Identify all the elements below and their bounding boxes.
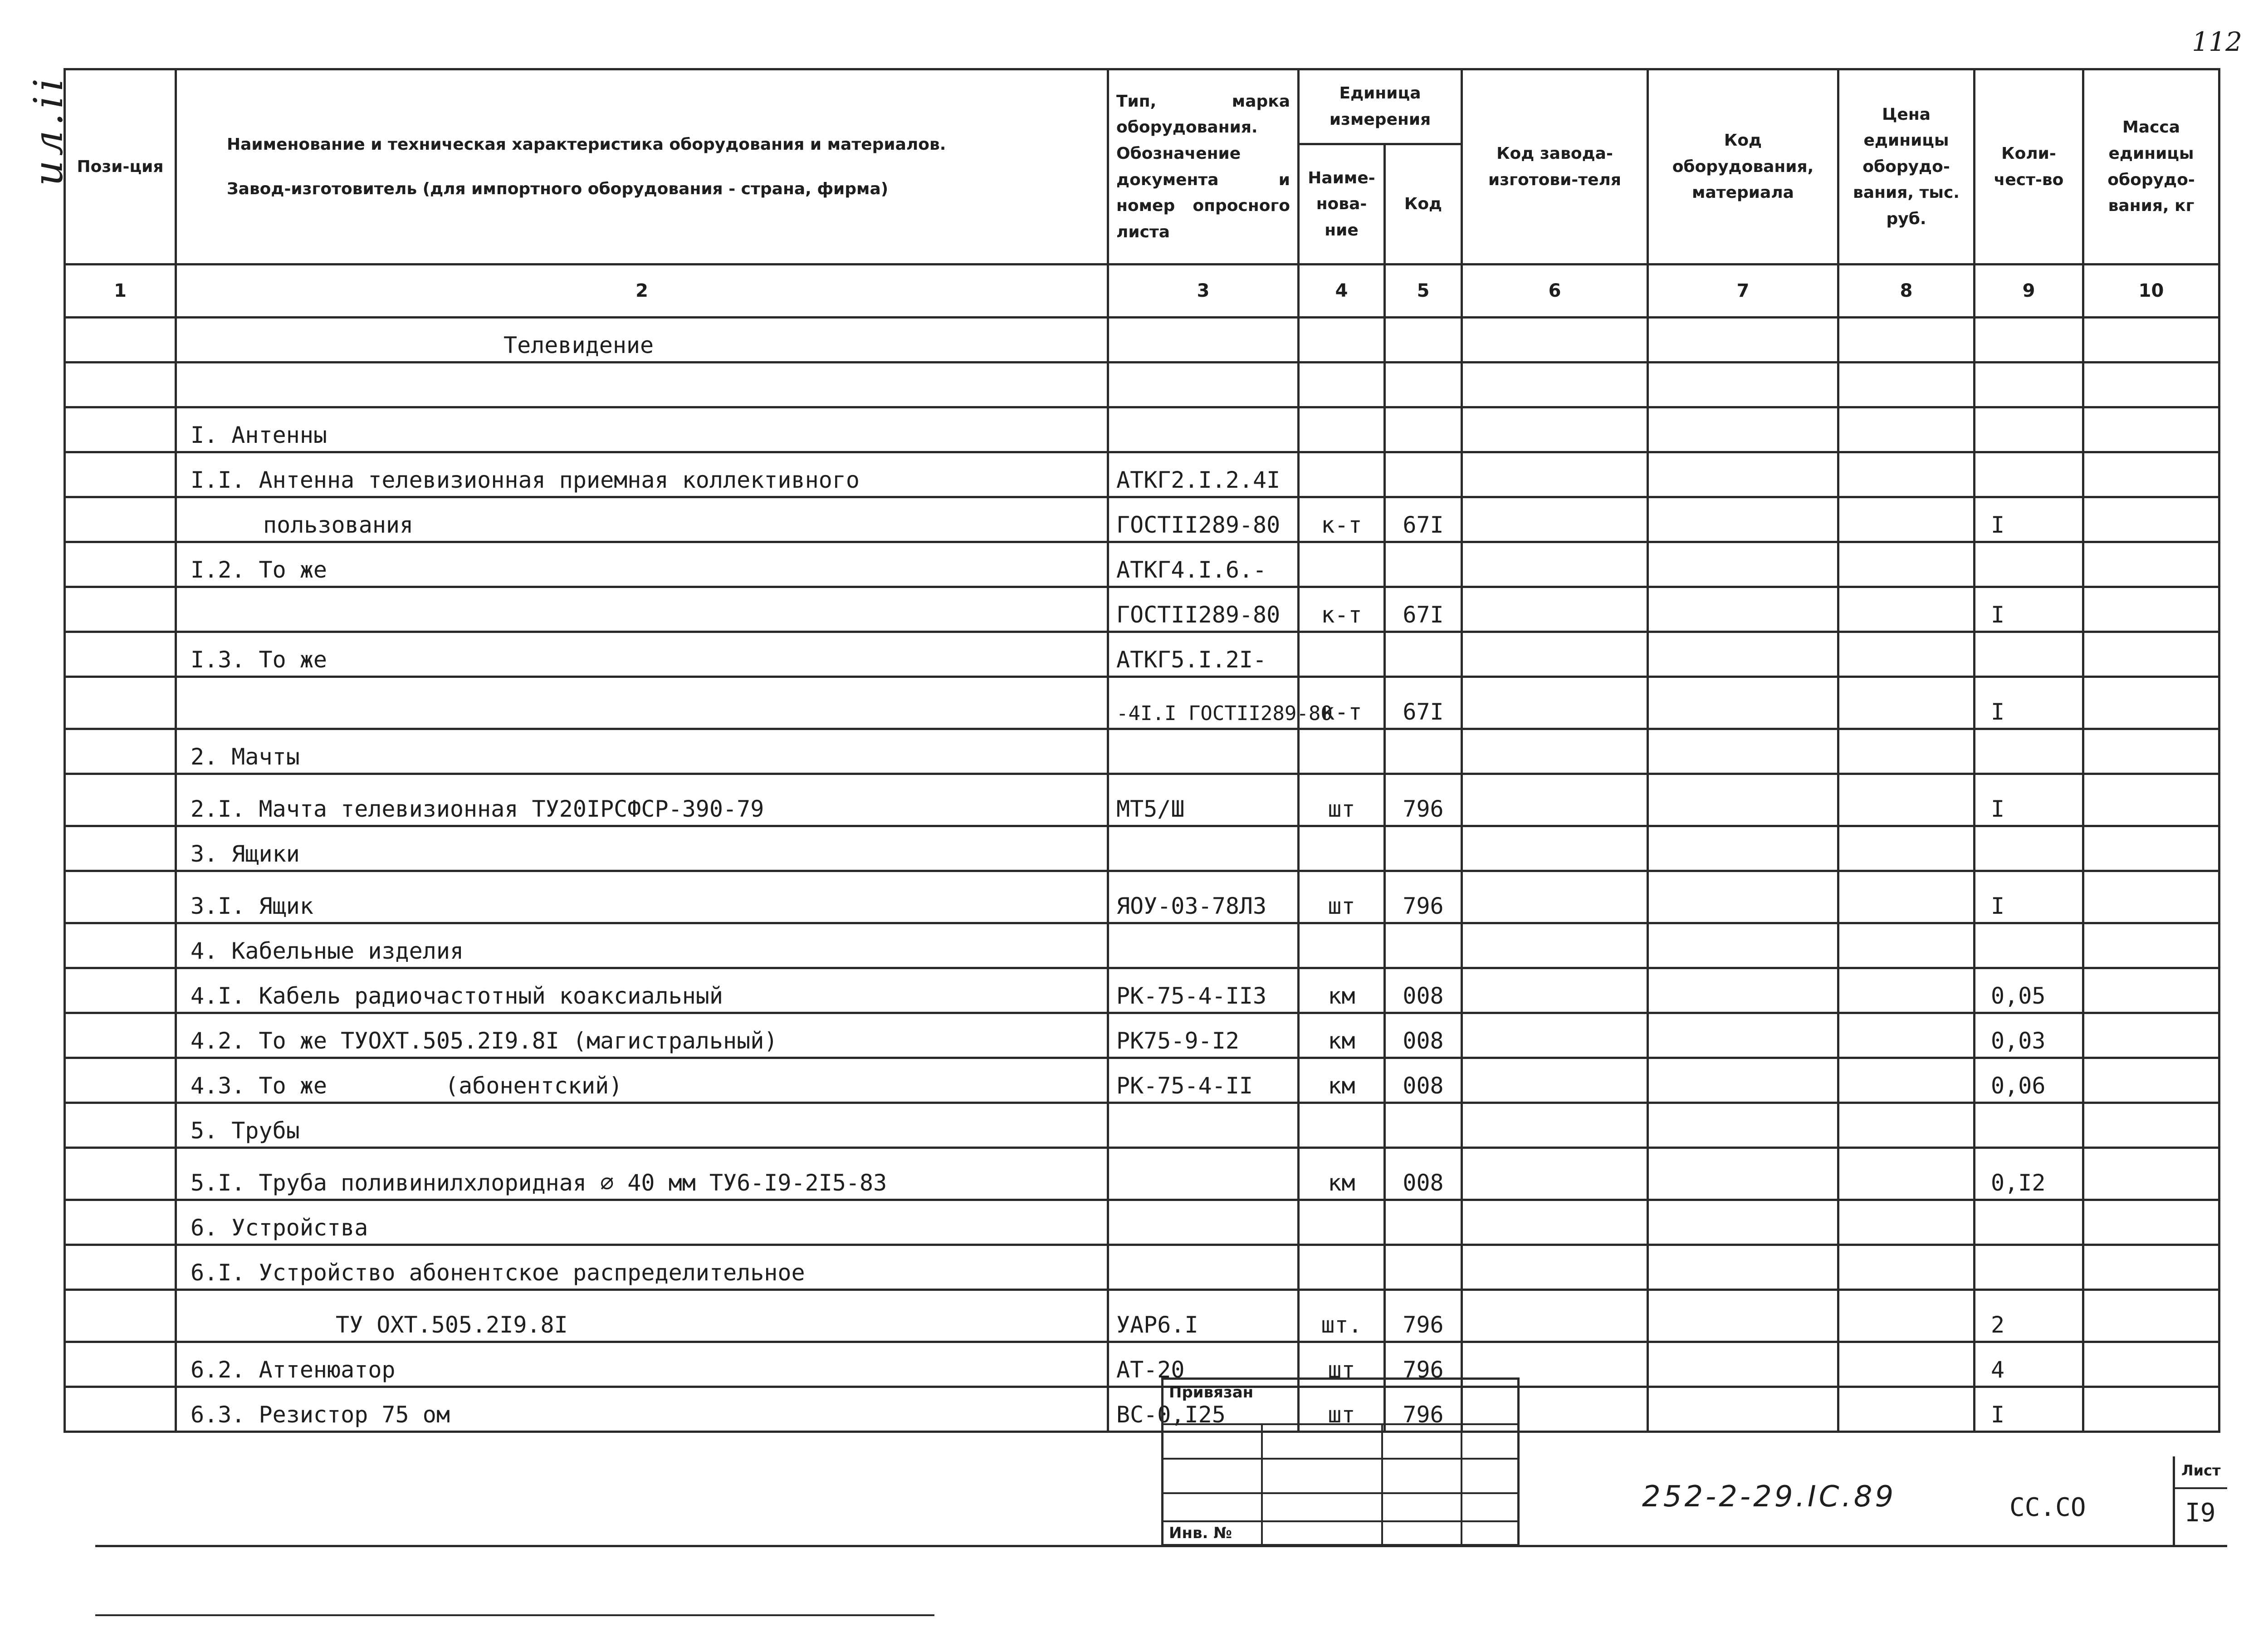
document-suffix: СС.СО [2009, 1493, 2086, 1522]
item-quantity: 0,05 [1975, 968, 2083, 1013]
header-name [176, 69, 1108, 265]
item-unit: шт [1299, 1342, 1385, 1387]
column-number: 7 [1648, 265, 1838, 318]
table-row [65, 677, 2219, 729]
title-block-divider [95, 1545, 2227, 1547]
item-type: АТКГ5.I.2I- [1108, 632, 1299, 677]
item-type: РК75-9-I2 [1108, 1013, 1299, 1058]
item-unit-code: 008 [1385, 1013, 1462, 1058]
table-row [65, 1103, 2219, 1148]
table-row [65, 1148, 2219, 1200]
item-quantity: I [1975, 871, 2083, 923]
item-quantity: 0,I2 [1975, 1148, 2083, 1200]
column-number: 5 [1385, 265, 1462, 318]
sheet-number: I9 [2185, 1498, 2216, 1528]
group-heading: 5. Трубы [176, 1103, 1108, 1148]
sheet-box [2173, 1456, 2227, 1545]
item-name: 5.I. Труба поливинилхлоридная ∅ 40 мм ТУ6-I9-2I5-83 [176, 1148, 1108, 1200]
header-price: Цена единицы оборудо-вания, тыс. руб. [1838, 69, 1975, 265]
item-quantity: I [1975, 587, 2083, 632]
item-unit: к-т [1299, 497, 1385, 542]
document-code: 252-2-29.IC.89 [1642, 1480, 1897, 1514]
table-row [65, 923, 2219, 968]
page-number: 112 [2192, 26, 2242, 57]
header-unit-code: Код [1385, 144, 1462, 265]
item-type: ГОСТII289-80 [1108, 497, 1299, 542]
header-name-line2: Завод-изготовитель (для импортного оборудования - страна, фирма) [227, 179, 889, 198]
side-stamp: ил.іі [25, 74, 72, 186]
item-type: ГОСТII289-80 [1108, 587, 1299, 632]
header-mass: Масса единицы оборудо-вания, кг [2083, 69, 2219, 265]
column-number: 3 [1108, 265, 1299, 318]
table-row [65, 774, 2219, 826]
item-name: 6.3. Резистор 75 ом [176, 1387, 1108, 1432]
inv-label: Инв. № [1169, 1524, 1232, 1542]
table-row [65, 1013, 2219, 1058]
item-name-main: 4.3. То же [191, 1073, 327, 1099]
item-unit-code: 796 [1385, 871, 1462, 923]
item-name: 4.2. То же ТУОХТ.505.2I9.8I (магистральный) [176, 1013, 1108, 1058]
item-quantity: 2 [1975, 1290, 2083, 1342]
item-type: МТ5/Ш [1108, 774, 1299, 826]
item-name: 2.I. Мачта телевизионная ТУ20IРСФСР-390-79 [176, 774, 1108, 826]
table-row [65, 318, 2219, 363]
item-name: 6.I. Устройство абонентское распределительное [176, 1245, 1108, 1290]
item-quantity: 4 [1975, 1342, 2083, 1387]
item-type: ЯОУ-03-78Л3 [1108, 871, 1299, 923]
table-row [65, 363, 2219, 407]
item-unit: шт [1299, 871, 1385, 923]
item-quantity: I [1975, 677, 2083, 729]
item-type: АТ-20 [1108, 1342, 1299, 1387]
item-unit-code: 67I [1385, 497, 1462, 542]
table-row [65, 632, 2219, 677]
item-type: -4I.I ГОСТII289-80 [1108, 677, 1299, 729]
item-quantity: 0,06 [1975, 1058, 2083, 1103]
table-row [65, 497, 2219, 542]
item-unit: км [1299, 1148, 1385, 1200]
column-number: 1 [65, 265, 176, 318]
header-equip-code: Код оборудования, материала [1648, 69, 1838, 265]
item-name: ТУ ОХТ.505.2I9.8I [176, 1290, 1108, 1342]
item-type: АТКГ2.I.2.4I [1108, 452, 1299, 497]
title-block-grid [1161, 1377, 1520, 1546]
table-row [65, 826, 2219, 871]
item-unit: км [1299, 1013, 1385, 1058]
table-row [65, 1342, 2219, 1387]
item-unit-code: 796 [1385, 1342, 1462, 1387]
specification-table [64, 68, 2220, 1433]
item-type: ВС-0,I25 [1108, 1387, 1299, 1432]
item-name: 4.I. Кабель радиочастотный коаксиальный [176, 968, 1108, 1013]
item-unit: к-т [1299, 587, 1385, 632]
item-unit-code: 008 [1385, 1148, 1462, 1200]
group-heading: 4. Кабельные изделия [176, 923, 1108, 968]
header-position: Пози-ция [65, 69, 176, 265]
table-row [65, 1245, 2219, 1290]
group-heading: 2. Мачты [176, 729, 1108, 774]
column-number: 8 [1838, 265, 1975, 318]
item-name: I.2. То же [176, 542, 1108, 587]
table-row [65, 407, 2219, 452]
item-type: РК-75-4-II [1108, 1058, 1299, 1103]
header-plant-code: Код завода-изготови-теля [1462, 69, 1648, 265]
table-row [65, 1200, 2219, 1245]
column-number: 2 [176, 265, 1108, 318]
item-unit-code: 67I [1385, 677, 1462, 729]
header-unit-name: Наиме-нова-ние [1299, 144, 1385, 265]
group-heading: 3. Ящики [176, 826, 1108, 871]
item-name: I.I. Антенна телевизионная приемная коллективного [176, 452, 1108, 497]
item-name: I.3. То же [176, 632, 1108, 677]
bound-label: Привязан [1169, 1383, 1254, 1402]
table-row [65, 968, 2219, 1013]
column-number: 9 [1975, 265, 2083, 318]
column-number: 6 [1462, 265, 1648, 318]
table-row [65, 1290, 2219, 1342]
item-quantity: I [1975, 774, 2083, 826]
item-quantity: I [1975, 497, 2083, 542]
table-row [65, 871, 2219, 923]
item-unit-code: 796 [1385, 1387, 1462, 1432]
item-unit: км [1299, 968, 1385, 1013]
item-unit-code: 67I [1385, 587, 1462, 632]
item-quantity: I [1975, 1387, 2083, 1432]
item-unit: шт [1299, 1387, 1385, 1432]
group-heading: 6. Устройства [176, 1200, 1108, 1245]
item-name: пользования [176, 497, 1108, 542]
item-unit: км [1299, 1058, 1385, 1103]
table-row [65, 587, 2219, 632]
table-row [65, 452, 2219, 497]
item-type: УАР6.I [1108, 1290, 1299, 1342]
item-unit: к-т [1299, 677, 1385, 729]
group-heading: I. Антенны [176, 407, 1108, 452]
header-name-line1: Наименование и техническая характеристика оборудования и материалов. [227, 135, 946, 154]
header-type: Тип, марка оборудования. Обозначение документа и номер опросного листа [1108, 69, 1299, 265]
section-title: Телевидение [176, 318, 1108, 363]
column-number: 10 [2083, 265, 2219, 318]
item-name: 3.I. Ящик [176, 871, 1108, 923]
table-row [65, 542, 2219, 587]
bottom-rule [95, 1614, 934, 1616]
item-unit-code: 008 [1385, 1058, 1462, 1103]
sheet-label: Лист [2181, 1462, 2221, 1479]
item-unit-code: 796 [1385, 1290, 1462, 1342]
item-unit: шт [1299, 774, 1385, 826]
item-name-note: (абонентский) [445, 1073, 623, 1099]
item-unit: шт. [1299, 1290, 1385, 1342]
item-name: 6.2. Аттенюатор [176, 1342, 1108, 1387]
table-row [65, 1387, 2219, 1432]
table-row [65, 729, 2219, 774]
column-number: 4 [1299, 265, 1385, 318]
item-type: РК-75-4-II3 [1108, 968, 1299, 1013]
item-unit-code: 008 [1385, 968, 1462, 1013]
header-quantity: Коли-чест-во [1975, 69, 2083, 265]
item-quantity: 0,03 [1975, 1013, 2083, 1058]
header-unit-group: Единица измерения [1299, 69, 1462, 144]
table-row [65, 1058, 2219, 1103]
item-type: АТКГ4.I.6.- [1108, 542, 1299, 587]
item-unit-code: 796 [1385, 774, 1462, 826]
item-name [176, 1058, 1108, 1103]
